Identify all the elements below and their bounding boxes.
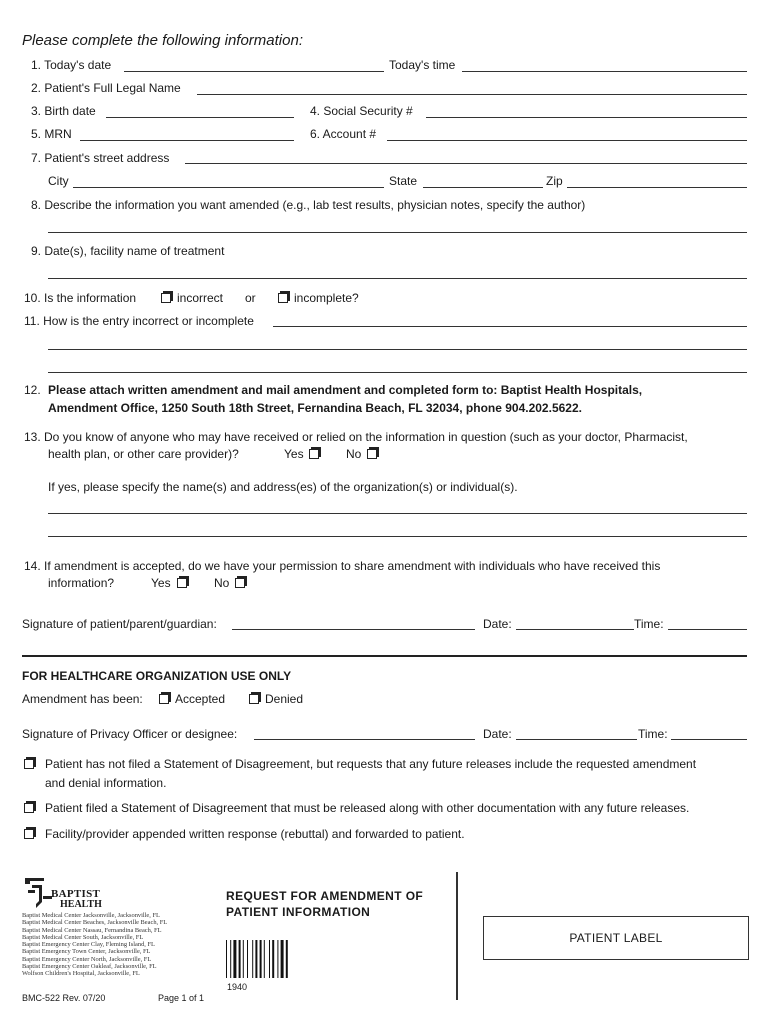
q13-field-2[interactable] [48,536,747,537]
officer-time-field[interactable] [671,739,747,740]
patient-label-box[interactable] [483,916,749,960]
q9-field[interactable] [48,278,747,279]
logo-text-baptist: BAPTIST [51,888,101,900]
q8-field[interactable] [48,232,747,233]
barcode-bar [230,940,231,978]
patient-time-label: Time: [634,617,664,631]
amendment-has-been-label: Amendment has been: [22,692,143,706]
facility-item: Baptist Emergency Center Oakleaf, Jacksonville, FL [22,963,157,971]
option2-text: Patient filed a Statement of Disagreement that must be released along with other documentation with any future releases. [45,801,690,815]
q14-line1: 14. If amendment is accepted, do we have your permission to share amendment with individuals who have received this [24,559,661,573]
option3-checkbox[interactable] [24,829,34,839]
barcode-bar [260,940,262,978]
incomplete-label: incomplete? [294,291,359,305]
q14-no-label: No [214,576,230,590]
facility-item: Baptist Medical Center Jacksonville, Jacksonville, FL [22,912,160,919]
q12-number: 12. [24,383,41,397]
patient-label-text: PATIENT LABEL [569,931,663,945]
q13-ifyes-label: If yes, please specify the name(s) and address(es) of the organization(s) or individual(s). [48,480,518,494]
q13-no-label: No [346,447,362,461]
state-field[interactable] [423,187,543,188]
facility-item: Baptist Emergency Center North, Jacksonville, FL [22,955,152,963]
q13-line2: health plan, or other care provider)? [48,447,239,461]
accepted-checkbox[interactable] [159,694,169,704]
full-name-field[interactable] [197,94,747,95]
q14-yes-label: Yes [151,576,171,590]
signature-patient-label: Signature of patient/parent/guardian: [22,617,217,631]
incomplete-checkbox[interactable] [278,293,288,303]
page-number: Page 1 of 1 [158,993,205,1003]
option2-checkbox[interactable] [24,803,34,813]
barcode-bar [239,940,241,978]
barcode-bar [286,940,288,978]
ssn-field[interactable] [426,117,747,118]
state-label: State [389,174,418,188]
birth-date-label: 3. Birth date [31,104,96,118]
facility-item: Baptist Medical Center Beaches, Jacksonville Beach, FL [22,919,168,927]
mrn-label: 5. MRN [31,127,72,141]
option1-checkbox[interactable] [24,759,34,769]
denied-label: Denied [265,692,304,706]
mrn-field[interactable] [80,140,294,141]
q11-field-3[interactable] [48,372,747,373]
officer-date-field[interactable] [516,739,637,740]
barcode-bar [252,940,253,978]
city-label: City [48,174,69,188]
officer-date-label: Date: [483,727,512,741]
patient-time-field[interactable] [668,629,747,630]
facility-item: Baptist Medical Center South, Jacksonville, FL [22,933,144,941]
q13-field-1[interactable] [48,513,747,514]
option3-text: Facility/provider appended written response (rebuttal) and forwarded to patient. [45,827,465,841]
facility-item: Wolfson Children's Hospital, Jacksonville, FL [22,970,140,978]
barcode-bar [243,940,244,978]
ssn-label: 4. Social Security # [310,104,413,118]
form-title-line2: PATIENT INFORMATION [226,905,371,919]
signature-officer-label: Signature of Privacy Officer or designee: [22,727,238,741]
page-heading: Please complete the following information: [22,32,303,49]
q11-field-1[interactable] [273,326,747,327]
footer-divider [456,872,458,1000]
barcode-bar [281,940,284,978]
facility-item: Baptist Medical Center Nassau, Fernandina Beach, FL [22,926,162,934]
q14-line2: information? [48,576,115,590]
q13-line1: 13. Do you know of anyone who may have received or relied on the information in question (such as your doctor, Pharmacist, [24,430,688,444]
q12-line2: Amendment Office, 1250 South 18th Street, Fernandina Beach, FL 32034, phone 904.202.5622. [48,401,582,415]
facility-list [22,912,167,978]
q9-label: 9. Date(s), facility name of treatment [31,244,225,258]
logo-text-health: HEALTH [60,899,102,910]
barcode-number: 1940 [227,982,248,992]
patient-date-label: Date: [483,617,512,631]
form-title-line1: REQUEST FOR AMENDMENT OF [226,889,424,903]
option1-line1: Patient has not filed a Statement of Disagreement, but requests that any future releases include the requested amendment [45,757,697,771]
barcode-bar [264,940,265,978]
or-label: or [245,291,256,305]
barcode [226,940,296,978]
incorrect-checkbox[interactable] [161,293,171,303]
zip-field[interactable] [567,187,747,188]
q11-field-2[interactable] [48,349,747,350]
signature-patient-field[interactable] [232,629,475,630]
denied-checkbox[interactable] [249,694,259,704]
facility-item: Baptist Emergency Center Clay, Fleming Island, FL [22,941,155,949]
barcode-bar [255,940,257,978]
q8-label: 8. Describe the information you want amended (e.g., lab test results, physician notes, specify the author) [31,198,586,212]
q14-yes-checkbox[interactable] [177,578,187,588]
section-divider [22,655,747,657]
q13-yes-checkbox[interactable] [309,449,319,459]
todays-date-label: 1. Today's date [31,58,112,72]
patient-date-field[interactable] [516,629,634,630]
facility-item: Baptist Emergency Town Center, Jacksonville, FL [22,948,151,956]
option1-line2: and denial information. [45,776,167,790]
org-section-title: FOR HEALTHCARE ORGANIZATION USE ONLY [22,669,292,683]
street-label: 7. Patient's street address [31,151,170,165]
todays-time-label: Today's time [389,58,456,72]
account-label: 6. Account # [310,127,377,141]
q14-no-checkbox[interactable] [235,578,245,588]
q13-yes-label: Yes [284,447,304,461]
officer-time-label: Time: [638,727,668,741]
q10-label: 10. Is the information [24,291,137,305]
signature-officer-field[interactable] [254,739,475,740]
q13-no-checkbox[interactable] [367,449,377,459]
city-field[interactable] [73,187,384,188]
q11-label: 11. How is the entry incorrect or incomplete [24,314,254,328]
q12-line1: Please attach written amendment and mail amendment and completed form to: Baptist Health Hospitals, [48,383,643,397]
barcode-bar [277,940,278,978]
street-field[interactable] [185,163,747,164]
incorrect-label: incorrect [177,291,224,305]
todays-time-field[interactable] [462,71,747,72]
form-number: BMC-522 Rev. 07/20 [22,993,106,1003]
account-field[interactable] [387,140,747,141]
barcode-bar [272,940,274,978]
birth-date-field[interactable] [106,117,294,118]
full-name-label: 2. Patient's Full Legal Name [31,81,181,95]
barcode-bar [233,940,236,978]
barcode-bar [226,940,227,978]
barcode-bar [247,940,248,978]
accepted-label: Accepted [175,692,226,706]
todays-date-field[interactable] [124,71,384,72]
zip-label: Zip [546,174,563,188]
barcode-bar [269,940,270,978]
